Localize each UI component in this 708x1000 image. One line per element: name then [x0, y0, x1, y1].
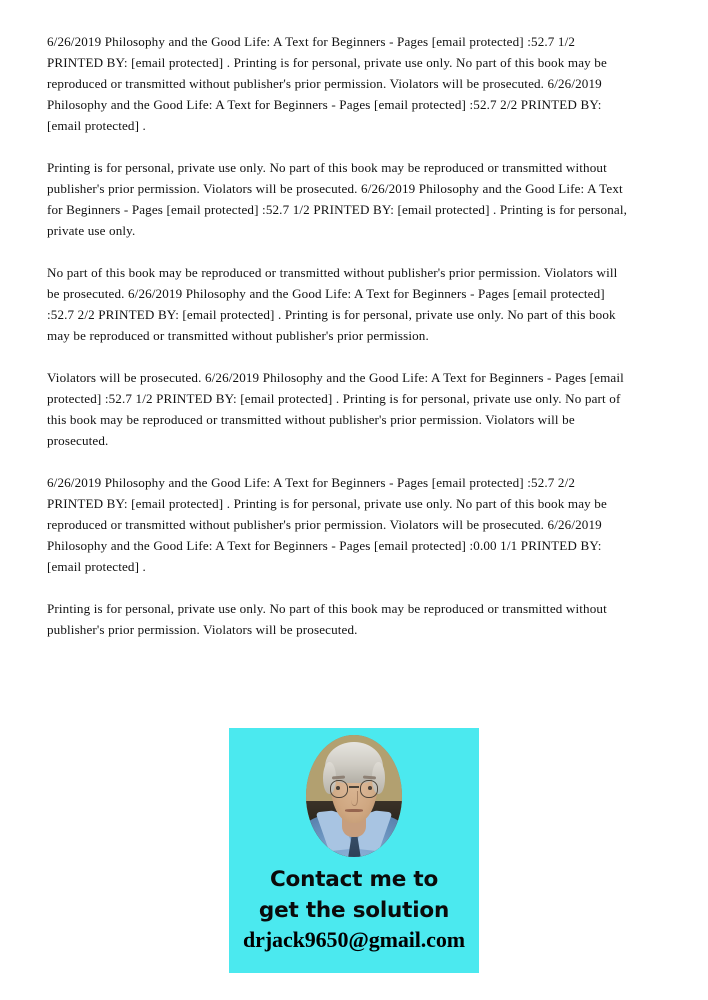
document-paragraph: Printing is for personal, private use only. No part of this book may be reproduced or transmitted without publisher's prior permission. Violators will be prosecuted. [47, 601, 607, 637]
contact-promo-banner [229, 728, 479, 973]
portrait-avatar [306, 735, 402, 857]
glasses-icon-right-lens [360, 780, 378, 798]
promo-heading-line-2: get the solution [258, 898, 450, 923]
document-paragraph: Printing is for personal, private use only. No part of this book may be reproduced or transmitted without publisher's prior permission. Violators will be prosecuted. 6/26/2019 Philosophy and the Good Life: A Text for Beginners - Pages [email protected] :52.7 1/2 PRINTED BY: [email protected] . Printing is for personal, private use only. [47, 160, 628, 238]
portrait-nose [351, 791, 358, 805]
document-text-body [47, 31, 629, 640]
promo-heading [229, 864, 479, 926]
glasses-icon-left-lens [330, 780, 348, 798]
document-paragraph: 6/26/2019 Philosophy and the Good Life: A Text for Beginners - Pages [email protected] :52.7 1/2 PRINTED BY: [email protected] . Printing is for personal, private use only. No part of this book may be reproduced or transmitted without publisher's prior permission. Violators will be prosecuted. 6/26/2019 Philosophy and the Good Life: A Text for Beginners - Pages [email protected] :52.7 2/2 PRINTED BY: [email protected] . [47, 34, 607, 133]
glasses-icon-bridge [349, 786, 359, 787]
document-paragraph: No part of this book may be reproduced or transmitted without publisher's prior permission. Violators will be prosecuted. 6/26/2019 Philosophy and the Good Life: A Text for Beginners - Pages [email protected] :52.7 2/2 PRINTED BY: [email protected] . Printing is for personal, private use only. No part of this book may be reproduced or transmitted without publisher's prior permission. [47, 265, 618, 343]
promo-email-address[interactable]: drjack9650@gmail.com [243, 927, 465, 952]
promo-heading-line-1: Contact me to [269, 867, 439, 892]
document-paragraph: 6/26/2019 Philosophy and the Good Life: A Text for Beginners - Pages [email protected] :52.7 2/2 PRINTED BY: [email protected] . Printing is for personal, private use only. No part of this book may be reproduced or transmitted without publisher's prior permission. Violators will be prosecuted. 6/26/2019 Philosophy and the Good Life: A Text for Beginners - Pages [email protected] :0.00 1/1 PRINTED BY: [email protected] . [47, 475, 607, 574]
document-paragraph: Violators will be prosecuted. 6/26/2019 Philosophy and the Good Life: A Text for Beginners - Pages [email protected] :52.7 1/2 PRINTED BY: [email protected] . Printing is for personal, private use only. No part of this book may be reproduced or transmitted without publisher's prior permission. Violators will be prosecuted. [47, 370, 624, 448]
portrait-mouth [345, 809, 362, 811]
